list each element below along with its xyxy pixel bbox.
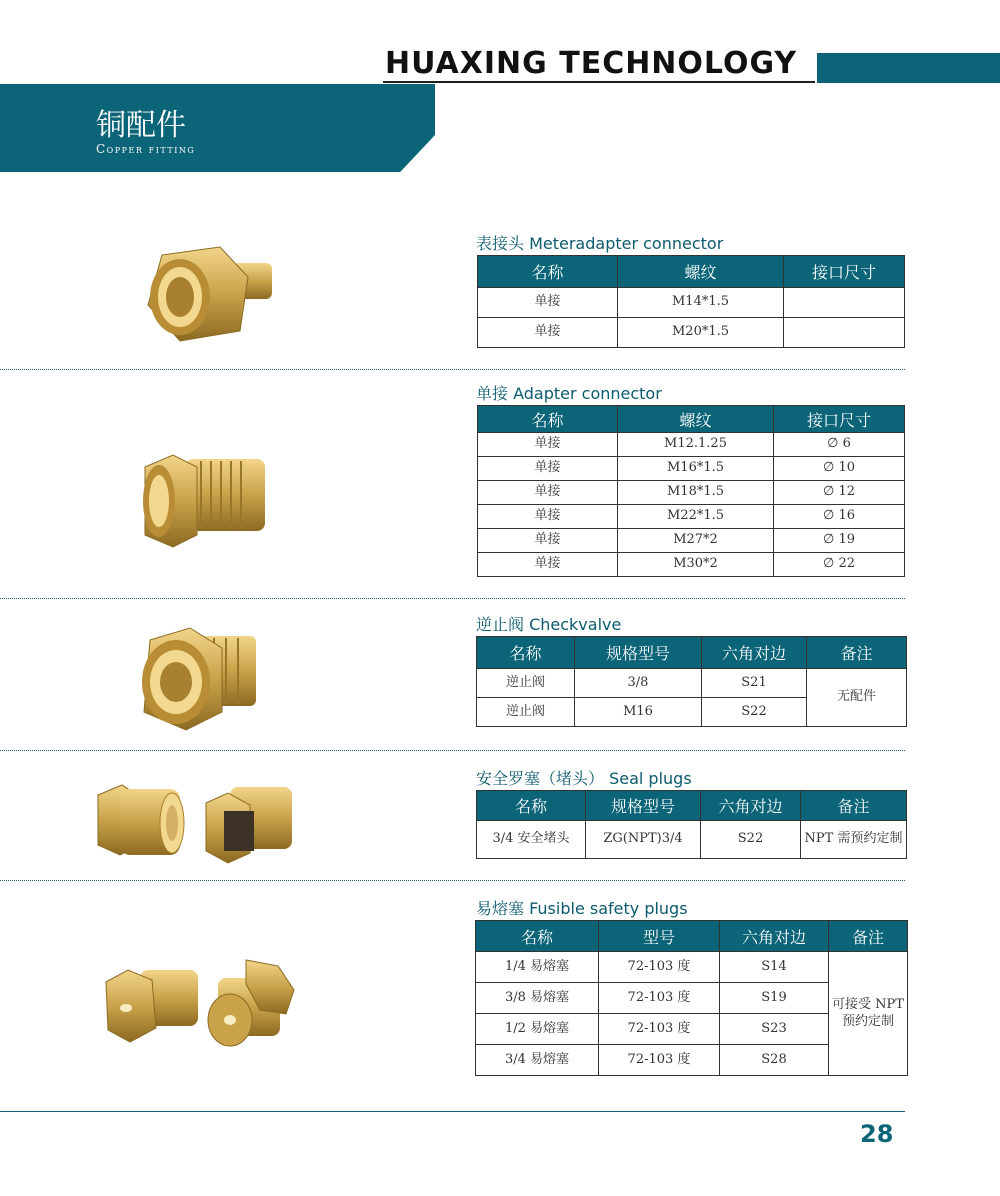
page-title-cn: 铜配件: [96, 108, 186, 143]
table-header-row: [477, 791, 907, 821]
table-cell: 1/4 易熔塞: [476, 952, 599, 983]
table-cell: S22: [702, 698, 807, 727]
header-cell: 接口尺寸: [774, 406, 905, 433]
table-cell: 3/4 安全堵头: [477, 821, 586, 859]
section-title-checkvalve: 逆止阀 Checkvalve: [476, 615, 622, 634]
header-cell: 名称: [477, 791, 586, 821]
table-cell: 逆止阀: [477, 669, 575, 698]
footer-rule: [0, 1111, 905, 1112]
table-cell-note: 无配件: [807, 669, 907, 727]
table-cell: 72-103 度: [599, 1045, 720, 1076]
header-cell: 备注: [829, 921, 908, 952]
section-banner: [0, 84, 435, 172]
table-cell: S28: [720, 1045, 829, 1076]
table-cell: 72-103 度: [599, 952, 720, 983]
brand-title: HUAXING TECHNOLOGY: [385, 46, 798, 81]
table-header-row: [478, 406, 905, 433]
table-cell: 72-103 度: [599, 1014, 720, 1045]
page-title-en: Copper fitting: [96, 142, 196, 156]
brand-accent-bar: [817, 53, 1000, 83]
table-cell: 单接: [478, 457, 618, 481]
header-cell: 六角对边: [702, 637, 807, 669]
table-row: [476, 952, 908, 983]
header-cell: 螺纹: [618, 406, 774, 433]
table-cell: ∅ 19: [774, 529, 905, 553]
adapter-photo: [135, 445, 275, 555]
table-cell: 单接: [478, 553, 618, 577]
header-cell: 螺纹: [618, 256, 784, 288]
table-cell: M18*1.5: [618, 481, 774, 505]
adapter-table: [477, 405, 905, 577]
page-number: 28: [860, 1120, 894, 1148]
header-cell: 备注: [801, 791, 907, 821]
table-row: [478, 553, 905, 577]
table-cell: 单接: [478, 318, 618, 348]
table-cell: ZG(NPT)3/4: [586, 821, 701, 859]
section-divider: [0, 369, 905, 370]
table-header-row: [478, 256, 905, 288]
table-cell: ∅ 6: [774, 433, 905, 457]
table-cell: M14*1.5: [618, 288, 784, 318]
table-row: [478, 505, 905, 529]
header-cell: 名称: [478, 406, 618, 433]
fusible-plugs-photo: [100, 950, 305, 1055]
checkvalve-photo: [130, 620, 270, 740]
table-row: [477, 669, 907, 698]
meteradapter-photo: [140, 235, 280, 355]
table-cell: M30*2: [618, 553, 774, 577]
header-cell: 六角对边: [701, 791, 801, 821]
table-row: [478, 318, 905, 348]
table-cell: S23: [720, 1014, 829, 1045]
table-cell: S19: [720, 983, 829, 1014]
table-row: [478, 457, 905, 481]
header-cell: 备注: [807, 637, 907, 669]
table-cell: S14: [720, 952, 829, 983]
table-cell: ∅ 22: [774, 553, 905, 577]
header-cell: 规格型号: [575, 637, 702, 669]
table-cell: 逆止阀: [477, 698, 575, 727]
table-cell: [784, 288, 905, 318]
table-cell: [784, 318, 905, 348]
table-cell: 3/4 易熔塞: [476, 1045, 599, 1076]
section-divider: [0, 880, 905, 881]
table-cell: 单接: [478, 505, 618, 529]
table-header-row: [477, 637, 907, 669]
table-cell: 单接: [478, 481, 618, 505]
table-cell: ∅ 12: [774, 481, 905, 505]
table-header-row: [476, 921, 908, 952]
table-cell: 72-103 度: [599, 983, 720, 1014]
table-cell: M22*1.5: [618, 505, 774, 529]
table-cell: ∅ 16: [774, 505, 905, 529]
section-title-meteradapter: 表接头 Meteradapter connector: [476, 234, 724, 253]
table-cell: 1/2 易熔塞: [476, 1014, 599, 1045]
header-cell: 名称: [476, 921, 599, 952]
brand-underline: [383, 81, 815, 83]
section-divider: [0, 598, 905, 599]
table-cell: ∅ 10: [774, 457, 905, 481]
header-cell: 名称: [477, 637, 575, 669]
section-title-fusible-plugs: 易熔塞 Fusible safety plugs: [476, 899, 688, 918]
checkvalve-table: [476, 636, 907, 727]
table-cell: M16: [575, 698, 702, 727]
table-cell: 3/8: [575, 669, 702, 698]
table-cell: 单接: [478, 529, 618, 553]
meteradapter-table: [477, 255, 905, 348]
seal-plugs-table: [476, 790, 907, 859]
table-cell: 单接: [478, 288, 618, 318]
table-row: [478, 481, 905, 505]
header-cell: 型号: [599, 921, 720, 952]
table-cell-note: 可接受 NPT 预约定制: [829, 952, 908, 1076]
header-cell: 六角对边: [720, 921, 829, 952]
section-title-adapter: 单接 Adapter connector: [476, 384, 662, 403]
section-divider: [0, 750, 905, 751]
table-row: [478, 288, 905, 318]
header-cell: 接口尺寸: [784, 256, 905, 288]
header-cell: 名称: [478, 256, 618, 288]
table-row: [478, 529, 905, 553]
table-cell: 3/8 易熔塞: [476, 983, 599, 1014]
table-cell: 单接: [478, 433, 618, 457]
table-cell-note: NPT 需预约定制: [801, 821, 907, 859]
table-cell: M27*2: [618, 529, 774, 553]
table-row: [478, 433, 905, 457]
section-title-seal-plugs: 安全罗塞（堵头） Seal plugs: [476, 769, 692, 788]
table-cell: M16*1.5: [618, 457, 774, 481]
seal-plugs-photo: [90, 775, 305, 870]
header-cell: 规格型号: [586, 791, 701, 821]
table-cell: S22: [701, 821, 801, 859]
table-row: [477, 821, 907, 859]
fusible-plugs-table: [475, 920, 908, 1076]
table-cell: M12.1.25: [618, 433, 774, 457]
table-cell: M20*1.5: [618, 318, 784, 348]
table-cell: S21: [702, 669, 807, 698]
